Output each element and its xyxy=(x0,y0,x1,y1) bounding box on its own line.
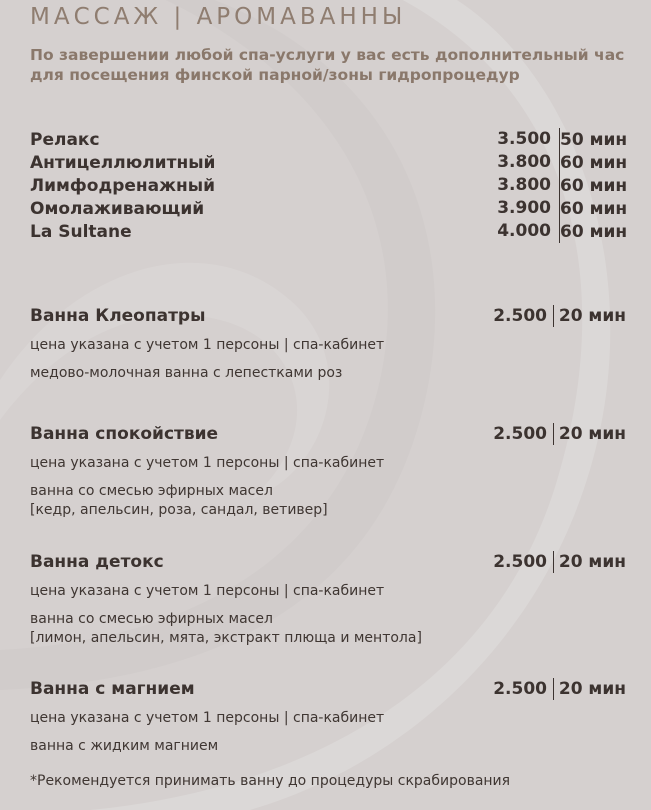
massage-name: Антицеллюлитный xyxy=(30,152,216,173)
massage-item xyxy=(30,220,626,243)
bath-price-note: цена указана с учетом 1 персоны | спа-кабинет xyxy=(30,583,385,599)
massage-price: 3.500 xyxy=(471,128,560,151)
bath-name: Ванна с магнием xyxy=(30,679,195,699)
massage-item xyxy=(30,174,626,197)
bath-price: 2.500 xyxy=(487,423,554,445)
massage-item xyxy=(30,151,626,174)
bath-duration: 20 мин xyxy=(558,552,626,572)
bath-item-cleopatra xyxy=(30,303,626,383)
bath-description: ванна с жидким магнием xyxy=(30,738,219,754)
massage-name: Омолаживающий xyxy=(30,198,205,219)
bath-price: 2.500 xyxy=(487,678,554,700)
bath-duration: 20 мин xyxy=(558,679,626,699)
bath-duration: 20 мин xyxy=(558,306,626,326)
massage-list xyxy=(30,128,626,243)
massage-price: 4.000 xyxy=(471,220,560,243)
bath-duration: 20 мин xyxy=(558,424,626,444)
bath-item-calm xyxy=(30,421,626,520)
massage-name: La Sultane xyxy=(30,221,132,242)
bath-description: ванна со смесью эфирных масел xyxy=(30,483,273,499)
bath-price-note: цена указана с учетом 1 персоны | спа-кабинет xyxy=(30,710,385,726)
bath-name: Ванна спокойствие xyxy=(30,424,219,444)
massage-duration: 60 мин xyxy=(560,198,628,219)
bath-price-note: цена указана с учетом 1 персоны | спа-кабинет xyxy=(30,455,385,471)
massage-price: 3.800 xyxy=(471,174,560,197)
massage-duration: 50 мин xyxy=(560,129,628,150)
footnote: *Рекомендуется принимать ванну до процедуры скрабирования xyxy=(30,773,511,789)
massage-price: 3.800 xyxy=(471,151,560,174)
massage-name: Релакс xyxy=(30,129,100,150)
massage-name: Лимфодренажный xyxy=(30,175,216,196)
bath-price-note: цена указана с учетом 1 персоны | спа-кабинет xyxy=(30,337,385,353)
bath-description: ванна со смесью эфирных масел xyxy=(30,611,273,627)
bath-item-detox xyxy=(30,549,626,648)
bath-price: 2.500 xyxy=(487,305,554,327)
page-title: МАССАЖ | АРОМАВАННЫ xyxy=(30,4,407,30)
massage-price: 3.900 xyxy=(471,197,560,220)
page-subtitle: По завершении любой спа-услуги у вас есть дополнительный час для посещения финской парной/зоны гидропроцедур xyxy=(30,46,625,84)
bath-ingredients: [лимон, апельсин, мята, экстракт плюща и ментола] xyxy=(30,630,422,646)
bath-ingredients: [кедр, апельсин, роза, сандал, ветивер] xyxy=(30,502,328,518)
massage-duration: 60 мин xyxy=(560,221,628,242)
massage-item xyxy=(30,197,626,220)
massage-item xyxy=(30,128,626,151)
bath-price: 2.500 xyxy=(487,551,554,573)
bath-name: Ванна детокс xyxy=(30,552,164,572)
bath-item-magnesium xyxy=(30,676,626,756)
massage-duration: 60 мин xyxy=(560,175,628,196)
bath-name: Ванна Клеопатры xyxy=(30,306,206,326)
massage-duration: 60 мин xyxy=(560,152,628,173)
bath-description: медово-молочная ванна с лепестками роз xyxy=(30,365,343,381)
